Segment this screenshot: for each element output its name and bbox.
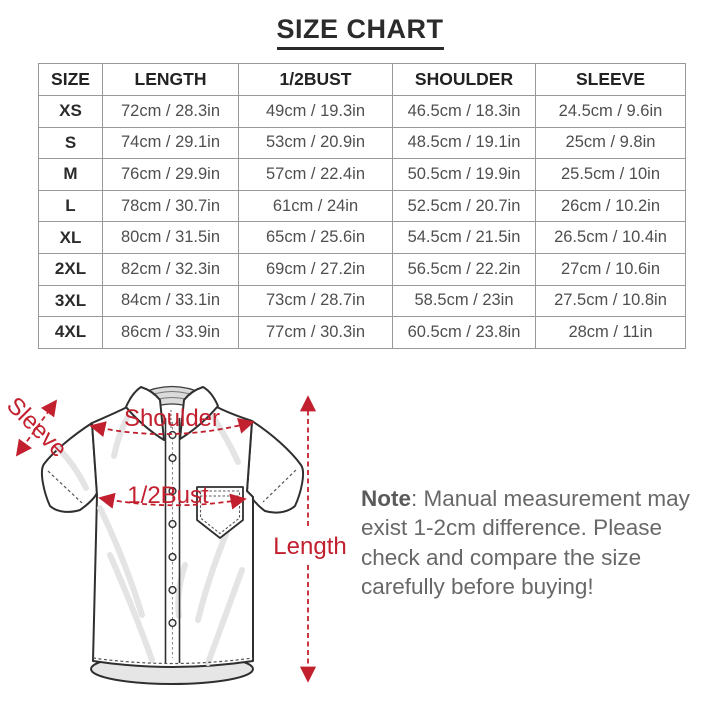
note-line: check and compare the size (361, 544, 642, 570)
size-table (38, 63, 686, 349)
size-cell: L (39, 190, 103, 222)
size-cell: XS (39, 96, 103, 128)
size-cell: S (39, 127, 103, 159)
column-header-bust: 1/2BUST (239, 64, 393, 96)
shoulder-label: Shoulder (123, 405, 221, 432)
size-row (39, 159, 686, 191)
measurement-cell: 54.5cm / 21.5in (393, 222, 536, 254)
size-row (39, 285, 686, 317)
measurement-note (361, 484, 701, 601)
measurement-cell: 58.5cm / 23in (393, 285, 536, 317)
note-label: Note (361, 486, 411, 511)
size-row (39, 317, 686, 349)
size-row (39, 222, 686, 254)
measurement-cell: 77cm / 30.3in (239, 317, 393, 349)
size-cell: M (39, 159, 103, 191)
column-header-shoulder: SHOULDER (393, 64, 536, 96)
measurement-cell: 48.5cm / 19.1in (393, 127, 536, 159)
page-title: SIZE CHART (0, 14, 720, 45)
measurement-cell: 57cm / 22.4in (239, 159, 393, 191)
size-row (39, 127, 686, 159)
measurement-cell: 26.5cm / 10.4in (536, 222, 686, 254)
measurement-cell: 61cm / 24in (239, 190, 393, 222)
measurement-cell: 28cm / 11in (536, 317, 686, 349)
measurement-cell: 78cm / 30.7in (103, 190, 239, 222)
measurement-cell: 46.5cm / 18.3in (393, 96, 536, 128)
measurement-cell: 49cm / 19.3in (239, 96, 393, 128)
note-line: Note: Manual measurement may (361, 486, 690, 511)
measurement-cell: 60.5cm / 23.8in (393, 317, 536, 349)
sleeve-label: Sleeve (1, 391, 73, 463)
size-row (39, 96, 686, 128)
shirt-measurement-diagram (0, 360, 360, 720)
measurement-cell: 27.5cm / 10.8in (536, 285, 686, 317)
length-label: Length (273, 533, 347, 560)
measurement-cell: 82cm / 32.3in (103, 253, 239, 285)
measurement-cell: 86cm / 33.9in (103, 317, 239, 349)
note-line: exist 1-2cm difference. Please (361, 515, 662, 541)
size-cell: XL (39, 222, 103, 254)
measurement-cell: 56.5cm / 22.2in (393, 253, 536, 285)
measurement-cell: 26cm / 10.2in (536, 190, 686, 222)
column-header-size: SIZE (39, 64, 103, 96)
measurement-cell: 25.5cm / 10in (536, 159, 686, 191)
measurement-cell: 80cm / 31.5in (103, 222, 239, 254)
measurement-cell: 76cm / 29.9in (103, 159, 239, 191)
size-row (39, 253, 686, 285)
bust-label: 1/2Bust (127, 482, 209, 509)
size-row (39, 190, 686, 222)
size-cell: 4XL (39, 317, 103, 349)
measurement-cell: 50.5cm / 19.9in (393, 159, 536, 191)
size-cell: 3XL (39, 285, 103, 317)
measurement-cell: 24.5cm / 9.6in (536, 96, 686, 128)
measurement-cell: 65cm / 25.6in (239, 222, 393, 254)
measurement-cell: 52.5cm / 20.7in (393, 190, 536, 222)
table-header-row (39, 64, 686, 96)
column-header-length: LENGTH (103, 64, 239, 96)
note-line: carefully before buying! (361, 573, 594, 599)
measurement-cell: 84cm / 33.1in (103, 285, 239, 317)
measurement-cell: 69cm / 27.2in (239, 253, 393, 285)
measurement-cell: 73cm / 28.7in (239, 285, 393, 317)
column-header-sleeve: SLEEVE (536, 64, 686, 96)
shirt-illustration (0, 360, 360, 720)
measurement-cell: 53cm / 20.9in (239, 127, 393, 159)
measurement-cell: 25cm / 9.8in (536, 127, 686, 159)
measurement-cell: 27cm / 10.6in (536, 253, 686, 285)
measurement-cell: 72cm / 28.3in (103, 96, 239, 128)
measurement-cell: 74cm / 29.1in (103, 127, 239, 159)
size-cell: 2XL (39, 253, 103, 285)
